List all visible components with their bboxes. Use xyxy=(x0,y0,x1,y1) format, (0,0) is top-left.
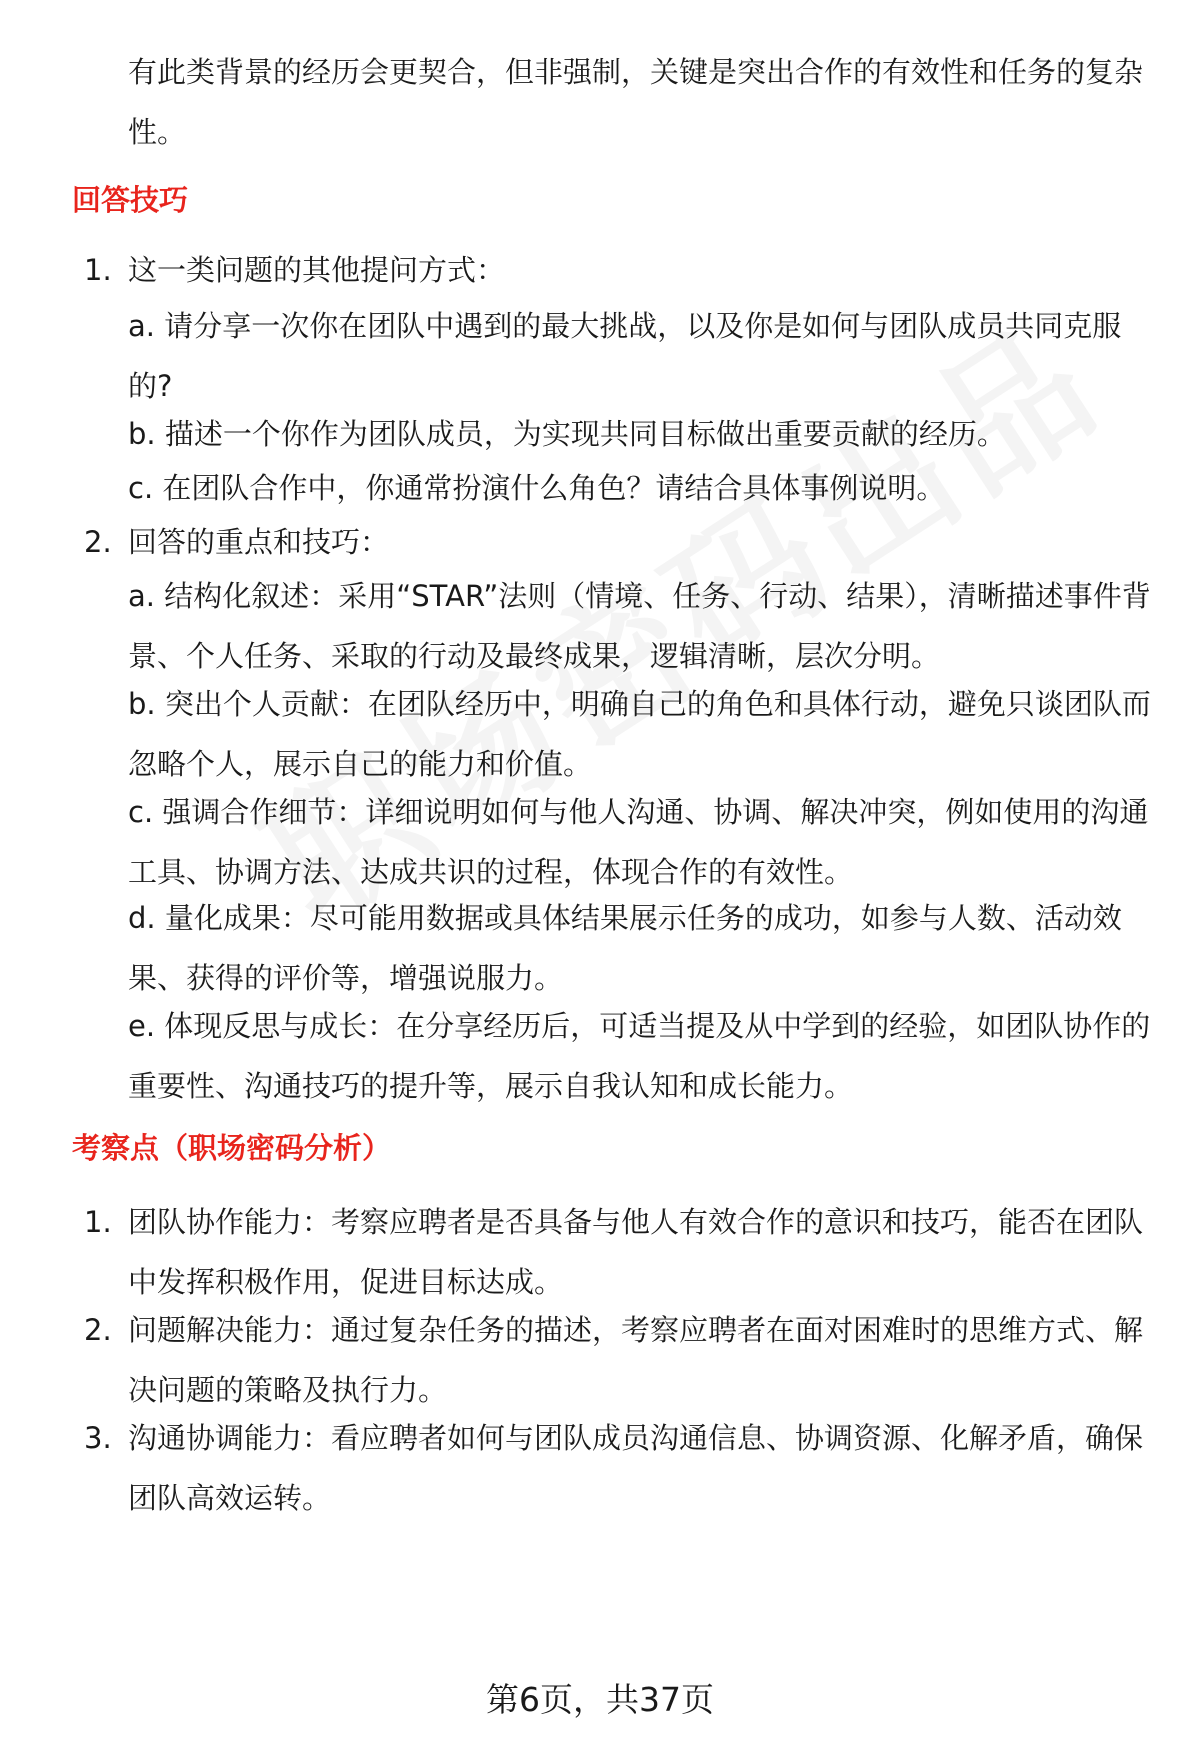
list-number: 2. xyxy=(84,1313,112,1347)
list-item-text: 问题解决能力：通过复杂任务的描述，考察应聘者在面对困难时的思维方式、解决问题的策略及执行力。 xyxy=(128,1313,1144,1407)
list-number: 2. xyxy=(84,525,112,559)
section-heading-answer-tips: 回答技巧 xyxy=(72,183,189,217)
sub-item: b. 描述一个你作为团队成员，为实现共同目标做出重要贡献的经历。 xyxy=(128,417,1006,451)
sub-item: e. 体现反思与成长：在分享经历后，可适当提及从中学到的经验，如团队协作的重要性、沟通技巧的提升等，展示自我认知和成长能力。 xyxy=(128,1009,1151,1103)
list-item-text: 回答的重点和技巧： xyxy=(128,525,390,559)
list-item-text: 团队协作能力：考察应聘者是否具备与他人有效合作的意识和技巧，能否在团队中发挥积极作用，促进目标达成。 xyxy=(128,1205,1144,1299)
list-number: 3. xyxy=(84,1421,112,1455)
list-number: 1. xyxy=(84,253,112,287)
sub-item: b. 突出个人贡献：在团队经历中，明确自己的角色和具体行动，避免只谈团队而忽略个人，展示自己的能力和价值。 xyxy=(128,687,1151,781)
list-item-text: 沟通协调能力：看应聘者如何与团队成员沟通信息、协调资源、化解矛盾，确保团队高效运转。 xyxy=(128,1421,1144,1515)
section-heading-assessment-points: 考察点（职场密码分析） xyxy=(72,1131,392,1165)
sub-item: c. 强调合作细节：详细说明如何与他人沟通、协调、解决冲突，例如使用的沟通工具、协调方法、达成共识的过程，体现合作的有效性。 xyxy=(128,795,1149,889)
intro-paragraph: 有此类背景的经历会更契合，但非强制，关键是突出合作的有效性和任务的复杂性。 xyxy=(128,55,1144,149)
sub-item: a. 结构化叙述：采用“STAR”法则（情境、任务、行动、结果），清晰描述事件背景、个人任务、采取的行动及最终成果，逻辑清晰，层次分明。 xyxy=(128,579,1151,673)
sub-item: c. 在团队合作中，你通常扮演什么角色？请结合具体事例说明。 xyxy=(128,471,946,505)
page-footer: 第6页，共37页 xyxy=(486,1680,714,1719)
list-item-text: 这一类问题的其他提问方式： xyxy=(128,253,506,287)
sub-item: a. 请分享一次你在团队中遇到的最大挑战，以及你是如何与团队成员共同克服的? xyxy=(128,309,1122,403)
sub-item: d. 量化成果：尽可能用数据或具体结果展示任务的成功，如参与人数、活动效果、获得的评价等，增强说服力。 xyxy=(128,901,1122,995)
list-number: 1. xyxy=(84,1205,112,1239)
